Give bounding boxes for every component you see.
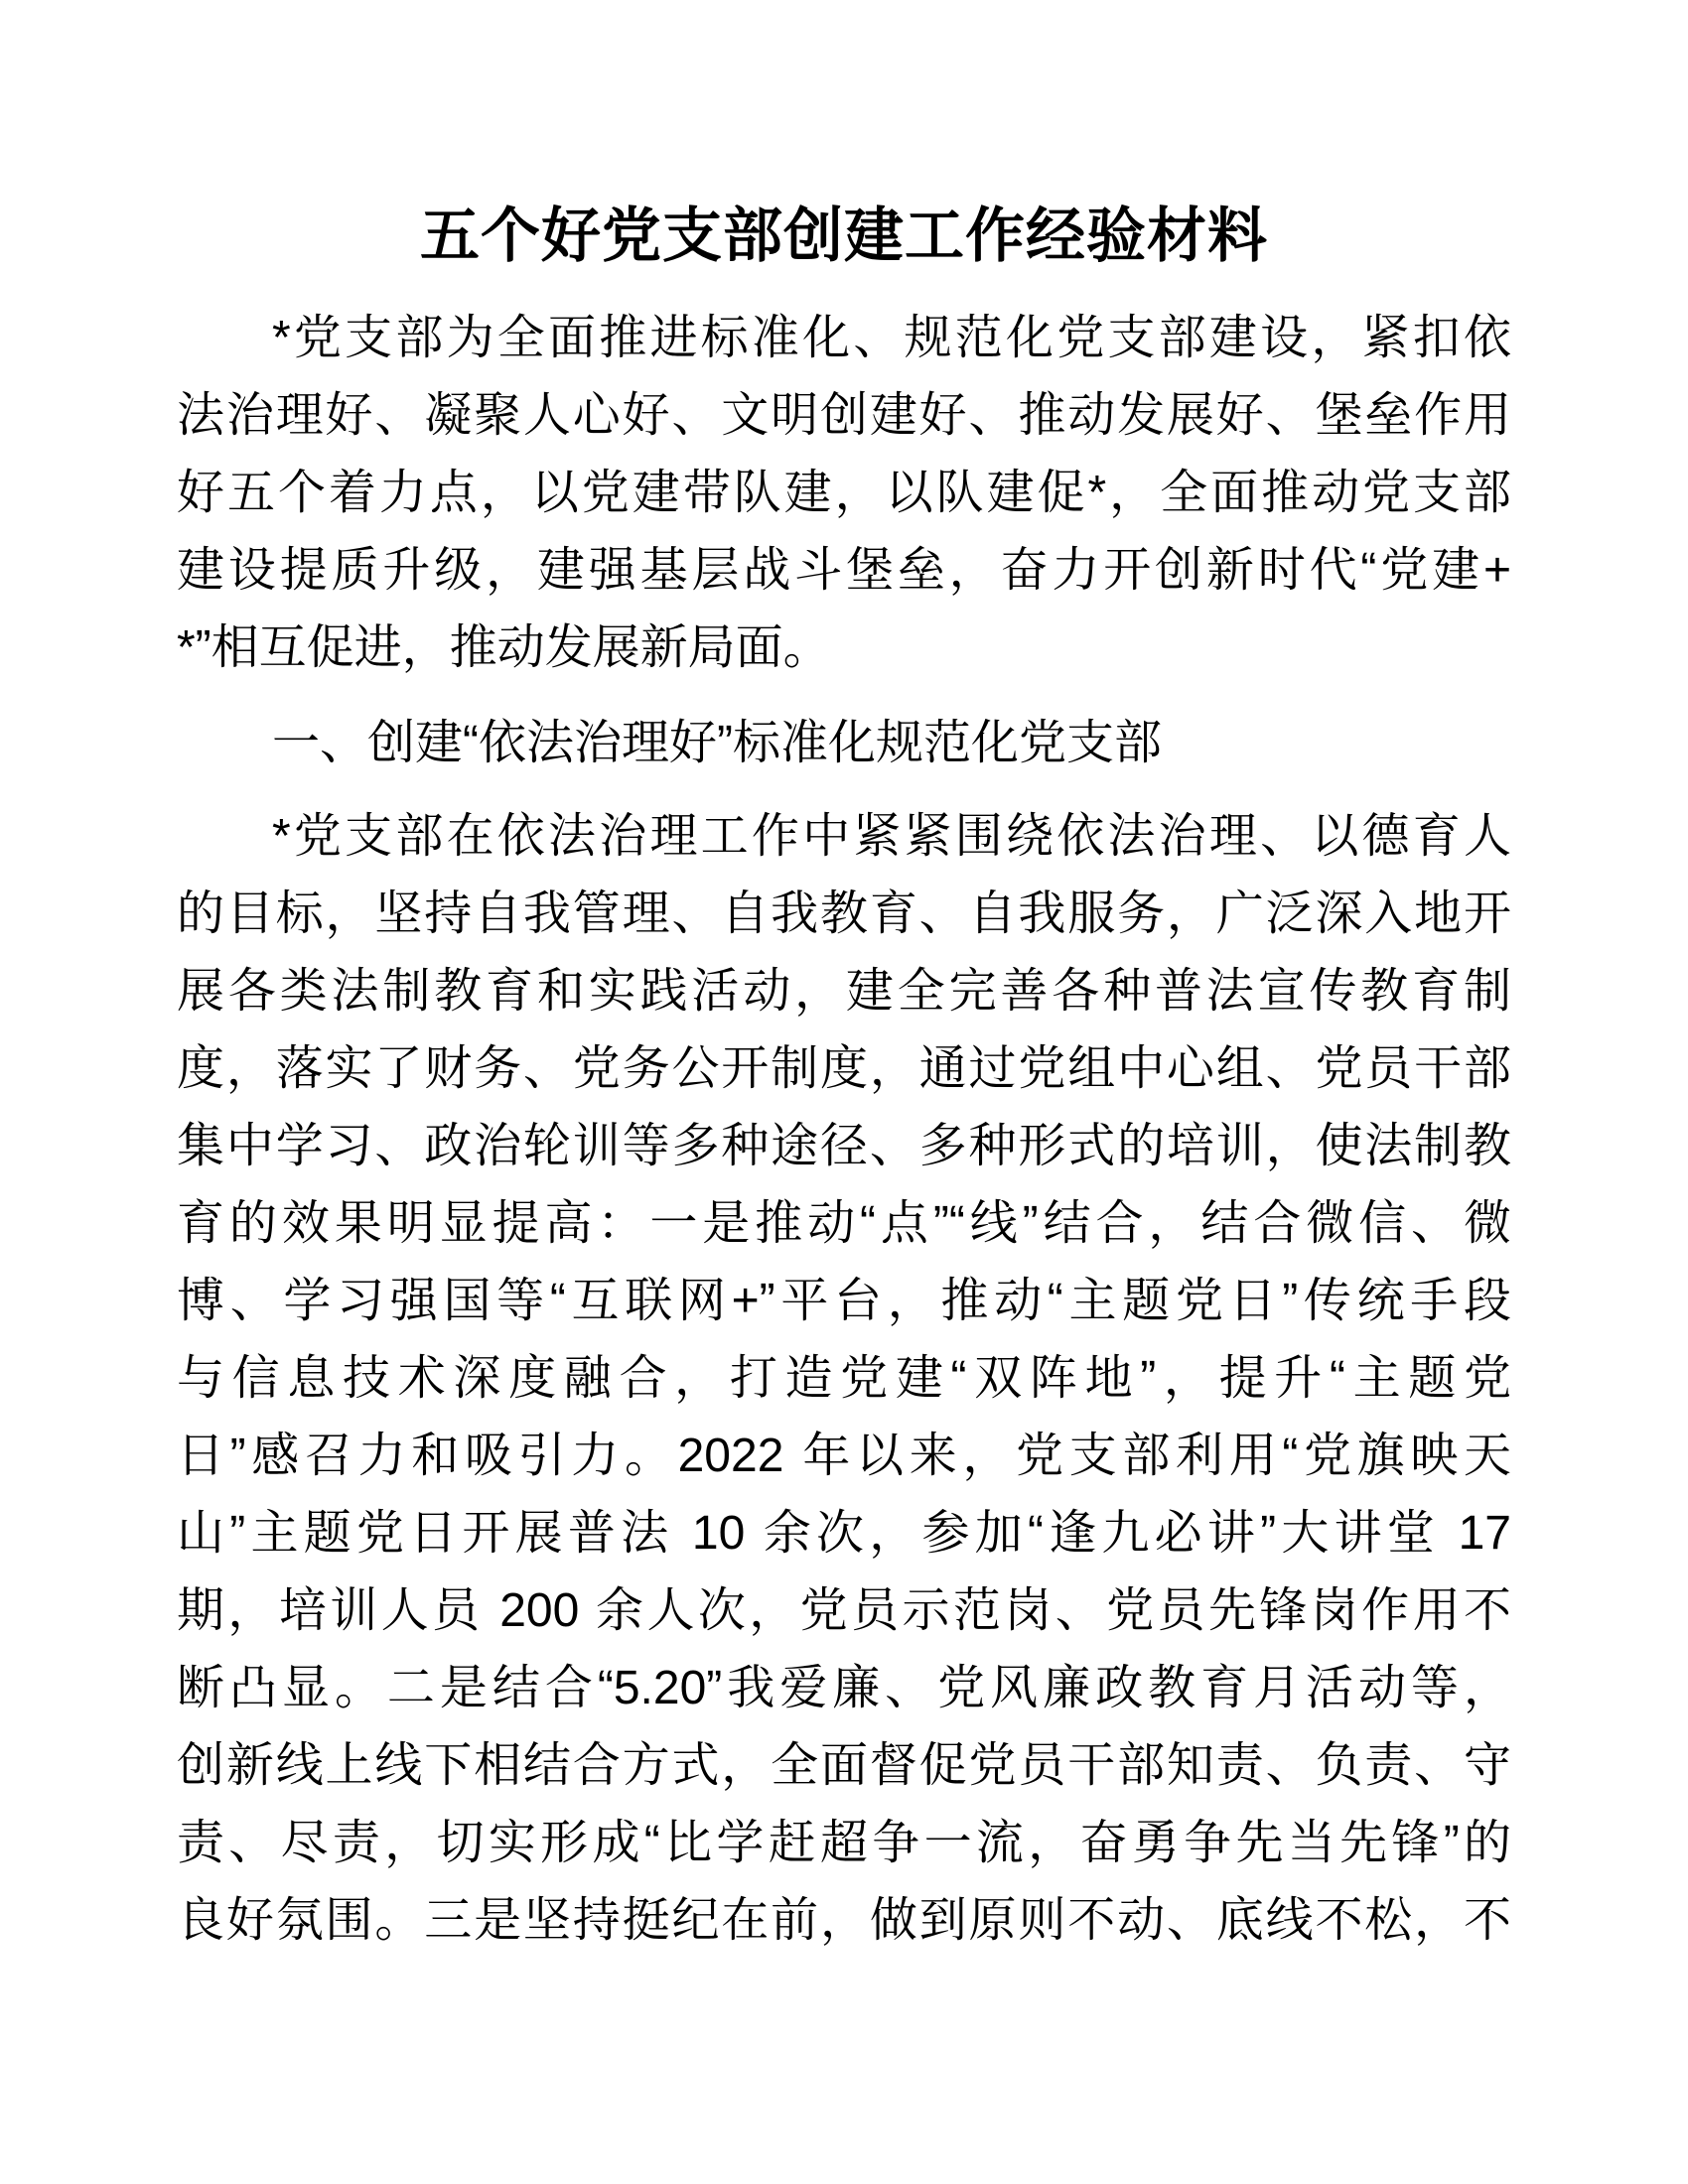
- text-line: *”相互促进，推动发展新局面。: [177, 621, 831, 674]
- text-line: 集中学习、政治轮训等多种途径、多种形式的培训，使法制教: [177, 1120, 1511, 1172]
- text-line: 的目标，坚持自我管理、自我教育、自我服务，广泛深入地开: [177, 887, 1511, 940]
- text-line: 断凸显。二是结合“5.20”我爱廉、党风廉政教育月活动等，: [177, 1662, 1511, 1714]
- text-line: 育的效果明显提高：一是推动“点”“线”结合，结合微信、微: [177, 1197, 1511, 1250]
- text-line: 博、学习强国等“互联网+”平台，推动“主题党日”传统手段: [177, 1275, 1511, 1327]
- paragraph: [177, 300, 1511, 687]
- text-line: *党支部在依法治理工作中紧紧围绕依法治理、以德育人: [272, 810, 1511, 863]
- text-line: 展各类法制教育和实践活动，建全完善各种普法宣传教育制: [177, 965, 1511, 1018]
- section-heading: [177, 705, 1511, 782]
- text-line: 山”主题党日开展普法 10 余次，参加“逢九必讲”大讲堂 17: [177, 1507, 1511, 1560]
- text-line: 创新线上线下相结合方式，全面督促党员干部知责、负责、守: [177, 1739, 1511, 1792]
- text-line: 责、尽责，切实形成“比学赶超争一流，奋勇争先当先锋”的: [177, 1817, 1511, 1869]
- text-line: 与信息技术深度融合，打造党建“双阵地”，提升“主题党: [177, 1352, 1511, 1405]
- text-line: 建设提质升级，建强基层战斗堡垒，奋力开创新时代“党建+: [177, 544, 1511, 597]
- text-line: 期，培训人员 200 余人次，党员示范岗、党员先锋岗作用不: [177, 1584, 1511, 1637]
- document-body: [177, 300, 1511, 1960]
- text-line: 一、创建“依法治理好”标准化规范化党支部: [272, 717, 1162, 769]
- text-line: 良好氛围。三是坚持挺纪在前，做到原则不动、底线不松，不: [177, 1894, 1511, 1947]
- text-line: *党支部为全面推进标准化、规范化党支部建设，紧扣依: [272, 312, 1511, 364]
- text-line: 日”感召力和吸引力。2022 年以来，党支部利用“党旗映天: [177, 1430, 1511, 1482]
- document-content: [177, 189, 1511, 1960]
- document-title: 五个好党支部创建工作经验材料: [420, 203, 1268, 269]
- text-line: 法治理好、凝聚人心好、文明创建好、推动发展好、堡垒作用: [177, 389, 1511, 442]
- text-line: 好五个着力点，以党建带队建，以队建促*，全面推动党支部: [177, 467, 1511, 519]
- text-line: 度，落实了财务、党务公开制度，通过党组中心组、党员干部: [177, 1042, 1511, 1095]
- paragraph: [177, 798, 1511, 1960]
